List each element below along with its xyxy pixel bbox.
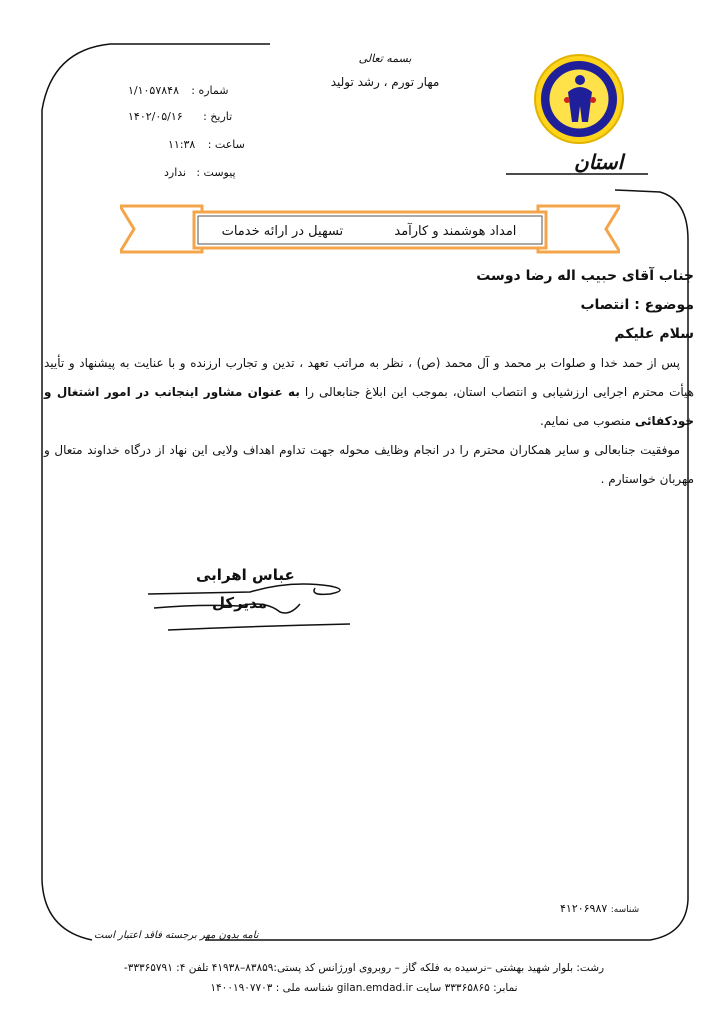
meta-attachment <box>164 166 236 179</box>
greeting-line: سلام علیکم <box>614 326 694 342</box>
meta-value: ندارد <box>164 166 187 179</box>
address-block <box>64 958 664 998</box>
header-center <box>290 52 480 89</box>
signatory-role: مدیرکل <box>212 594 268 612</box>
banner-text <box>196 216 542 246</box>
meta-number <box>128 84 228 97</box>
paragraph-1-end: منصوب می نمایم. <box>539 414 632 428</box>
meta-value: ۱/۱۰۵۷۸۴۸ <box>128 84 179 97</box>
meta-label: شماره : <box>191 84 229 97</box>
address-line-2: نمابر: ۳۳۳۶۵۸۶۵ سایت gilan.emdad.ir شناسه ملی : ۱۴۰۰۱۹۰۷۷۰۳ <box>210 982 518 994</box>
tracking-id <box>560 902 639 915</box>
meta-date <box>128 110 232 123</box>
paragraph-1-bold: به عنوان مشاور اینجانب در امور اشتغال و خودکفائی <box>44 385 694 428</box>
brand-wordmark: استان <box>574 150 624 174</box>
paragraph-2-text: موفقیت جنابعالی و سایر همکاران محترم را در انجام وظایف محوله جهت تداوم اهداف ولایی این نهاد از درگاه خداوند متعال و مهربان خواستارم . <box>44 443 694 486</box>
meta-label: تاریخ : <box>203 110 233 123</box>
year-slogan: مهار تورم ، رشد تولید <box>330 75 440 89</box>
banner-part-1: امداد هوشمند و کارآمد <box>394 223 517 239</box>
tracking-label: شناسه: <box>610 905 640 915</box>
recipient-line: جناب آقای حبیب اله رضا دوست <box>476 268 694 284</box>
meta-time <box>168 138 245 151</box>
family-emblem-icon <box>558 72 602 128</box>
meta-value: ۱۱:۳۸ <box>168 138 196 151</box>
subject-line: موضوع : انتصاب <box>580 297 694 313</box>
meta-value: ۱۴۰۲/۰۵/۱۶ <box>128 110 183 123</box>
meta-label: ساعت : <box>207 138 245 151</box>
paragraph-1 <box>44 349 694 436</box>
tracking-code: ۴۱۲۰۶۹۸۷ <box>560 902 608 915</box>
banner-part-2: تسهیل در ارائه خدمات <box>221 223 344 239</box>
paragraph-1-text: پس از حمد خدا و صلوات بر محمد و آل محمد (ص) ، نظر به مراتب تعهد ، تدین و تجارب ارزنده و با عنایت به پیشنهاد و تأیید هیأت محترم اجرایی ارزشیابی و انتصاب استان، بموجب این ابلاغ جنابعالی را <box>44 356 694 399</box>
address-line-1: رشت: بلوار شهید بهشتی –نرسیده به فلکه گاز – روبروی اورژانس کد پستی:۸۳۸۵۹–۴۱۹۳۸ تلفن ۴: ۳۳۳۶۵۷۹۱- <box>123 962 605 974</box>
meta-label: پیوست : <box>196 166 236 179</box>
invocation-text: بسمه تعالی <box>358 52 412 65</box>
letter-body <box>44 262 694 494</box>
paragraph-2 <box>44 436 694 494</box>
signatory-name: عباس اهرابی <box>196 566 295 584</box>
validity-note: نامه بدون مهر برجسته فاقد اعتبار است <box>94 930 259 941</box>
emdad-committee-logo-icon <box>534 54 624 144</box>
